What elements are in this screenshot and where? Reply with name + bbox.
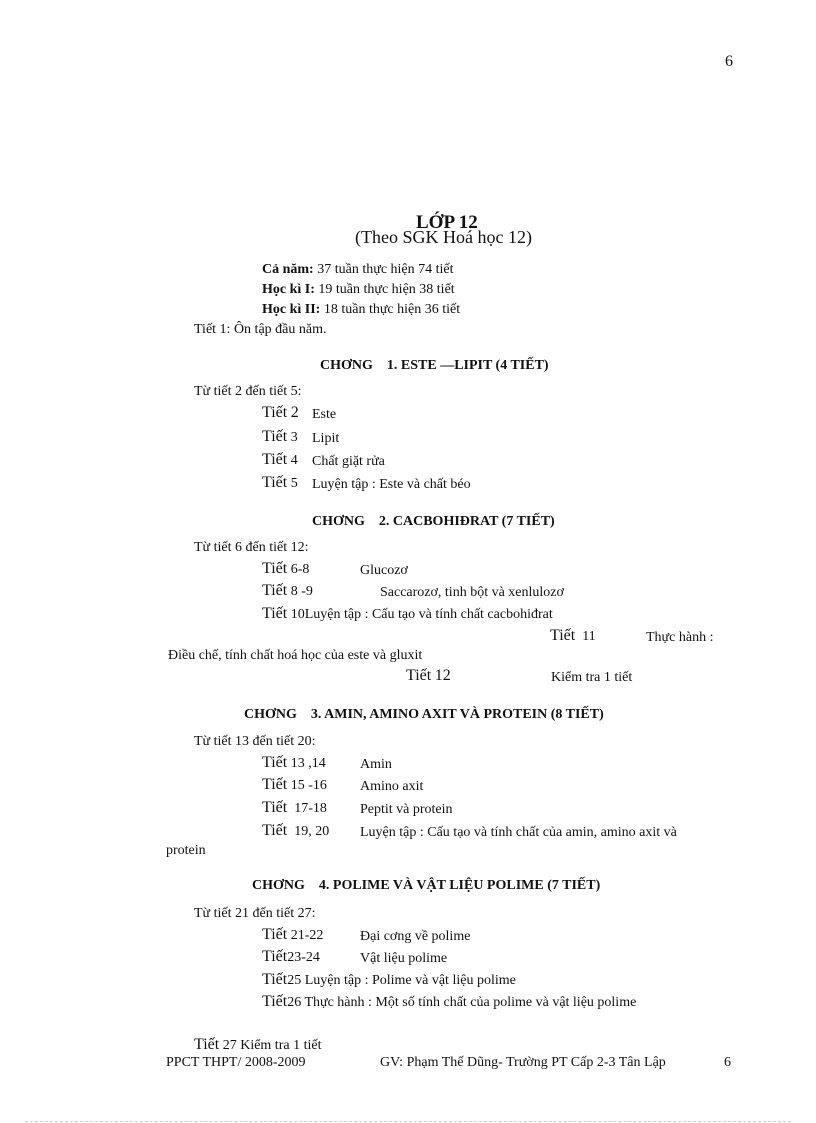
lesson-word: Tiết — [262, 926, 288, 943]
lesson-word: Tiết — [262, 993, 288, 1010]
lesson-row — [262, 971, 516, 989]
lesson-number: 3 — [290, 430, 298, 445]
page-number: 6 — [725, 53, 733, 70]
lesson-word: Tiết — [262, 605, 288, 622]
lesson-number: 8 -9 — [290, 584, 313, 599]
lesson-title: Luyện tập : Cấu tạo và tính chất cacbohiđrat — [304, 607, 553, 622]
lesson-row — [262, 948, 320, 966]
lesson-word: Tiết — [262, 428, 288, 445]
lesson-row — [262, 822, 329, 840]
lesson-number: 27 — [222, 1038, 237, 1053]
lesson-word: Tiết — [262, 948, 288, 965]
chapter-1-heading — [320, 358, 549, 374]
lesson-word: Tiết — [262, 582, 288, 599]
summary-text: 19 tuần thực hiện 38 tiết — [318, 282, 455, 297]
lesson-title: Amino axit — [360, 779, 424, 794]
lesson-number: 12 — [434, 667, 451, 684]
lesson-title: Peptit và protein — [360, 802, 453, 817]
chapter-prefix: CHƠNG — [320, 358, 373, 373]
lesson-title: Este — [312, 407, 337, 422]
lesson-title: Luyện tập : Este và chất béo — [312, 477, 471, 492]
lesson-row — [262, 926, 323, 944]
lesson-title: Luyện tập : Cấu tạo và tính chất của amin, amino axit và — [360, 825, 677, 840]
lesson-word: Tiết — [262, 971, 288, 988]
summary-text: 37 tuần thực hiện 74 tiết — [317, 262, 454, 277]
page-title: LỚP 12 — [416, 212, 478, 233]
chapter-title: 2. CACBOHIĐRAT (7 TIẾT) — [378, 514, 555, 529]
lesson-number: 19, 20 — [294, 824, 330, 839]
lesson-title: Saccarozơ, tinh bột và xenlulozơ — [380, 585, 564, 600]
chapter-4-heading — [252, 878, 600, 894]
chapter-2-heading — [312, 514, 555, 530]
lesson-word: Tiết — [262, 474, 288, 491]
lesson-word: Tiết — [262, 822, 288, 839]
lesson-word: Tiết — [406, 667, 432, 684]
chapter-3-range: Từ tiết 13 đến tiết 20: — [194, 734, 316, 749]
lesson-number: 4 — [290, 453, 298, 468]
lesson-title: Thực hành : Một số tính chất của polime và vật liệu polime — [304, 995, 637, 1010]
summary-year — [262, 262, 454, 278]
lesson-row — [194, 1036, 321, 1054]
lesson-title: Luyện tập : Polime và vật liệu polime — [304, 973, 516, 988]
lesson-number: 17-18 — [294, 801, 327, 816]
chapter-1-range: Từ tiết 2 đến tiết 5: — [194, 384, 302, 399]
lesson-word: Tiết — [262, 799, 288, 816]
lesson-title: Đại cơng về polime — [360, 929, 471, 944]
summary-text: 18 tuần thực hiện 36 tiết — [323, 302, 461, 317]
lesson-title: Chất giặt rửa — [312, 454, 385, 469]
summary-label: Học kì II: — [262, 302, 321, 317]
footer-right: GV: Phạm Thế Dũng- Trường PT Cấp 2-3 Tân Lập — [380, 1055, 666, 1070]
lesson-row — [262, 993, 636, 1011]
chapter-prefix: CHƠNG — [312, 514, 365, 529]
lesson-number: 26 — [287, 995, 302, 1010]
lesson-row — [262, 799, 327, 817]
lesson-row — [262, 776, 327, 794]
footer-left: PPCT THPT/ 2008-2009 — [166, 1055, 306, 1070]
lesson-title: Kiểm tra 1 tiết — [240, 1038, 322, 1053]
page-bottom-divider — [25, 1121, 791, 1122]
intro-line: Tiết 1: Ôn tập đầu năm. — [194, 322, 327, 337]
lesson-row — [262, 404, 299, 422]
chapter-3-heading — [244, 707, 604, 723]
lesson-word: Tiết — [194, 1036, 220, 1053]
chapter-2-range: Từ tiết 6 đến tiết 12: — [194, 540, 309, 555]
lesson-number: 15 -16 — [290, 778, 327, 793]
chapter-prefix: CHƠNG — [252, 878, 305, 893]
summary-label: Học kì I: — [262, 282, 315, 297]
lesson-word: Tiết — [262, 754, 288, 771]
lesson-row — [262, 754, 326, 772]
lesson-number: 23-24 — [287, 950, 320, 965]
lesson-title: Thực hành : — [646, 630, 714, 645]
lesson-title: Vật liệu polime — [360, 951, 448, 966]
lesson-word: Tiết — [262, 451, 288, 468]
lesson-continuation: protein — [166, 843, 206, 858]
lesson-word: Tiết — [550, 627, 576, 644]
lesson-row — [262, 582, 313, 600]
lesson-row — [262, 560, 309, 578]
lesson-number: 21-22 — [290, 928, 324, 943]
lesson-row — [262, 451, 298, 469]
lesson-title: Kiểm tra 1 tiết — [551, 670, 633, 685]
lesson-word: Tiết — [262, 404, 288, 421]
lesson-number: 2 — [290, 404, 299, 421]
chapter-prefix: CHƠNG — [244, 707, 297, 722]
lesson-row — [262, 605, 553, 623]
chapter-4-range: Từ tiết 21 đến tiết 27: — [194, 906, 316, 921]
lesson-row — [262, 474, 298, 492]
lesson-row — [406, 667, 451, 685]
summary-semester-2 — [262, 302, 460, 318]
summary-label: Cả năm: — [262, 262, 314, 277]
lesson-number: 25 — [287, 973, 302, 988]
chapter-title: 3. AMIN, AMINO AXIT VÀ PROTEIN (8 TIẾT) — [310, 707, 604, 722]
page-subtitle: (Theo SGK Hoá học 12) — [355, 227, 532, 247]
lesson-number: 10 — [290, 607, 305, 622]
lesson-title: Lipit — [312, 431, 340, 446]
summary-semester-1 — [262, 282, 455, 298]
chapter-title: 4. POLIME VÀ VẬT LIỆU POLIME (7 TIẾT) — [318, 878, 601, 893]
lesson-continuation: Điều chế, tính chất hoá học của este và gluxit — [168, 648, 423, 663]
footer-page-number: 6 — [724, 1055, 731, 1070]
chapter-title: 1. ESTE —LIPIT (4 TIẾT) — [386, 358, 549, 373]
lesson-word: Tiết — [262, 560, 288, 577]
lesson-row — [550, 627, 596, 645]
lesson-row — [262, 428, 298, 446]
lesson-number: 11 — [582, 629, 596, 644]
lesson-number: 13 ,14 — [290, 756, 326, 771]
lesson-number: 6-8 — [290, 562, 310, 577]
lesson-number: 5 — [290, 476, 298, 491]
lesson-title: Glucozơ — [360, 563, 408, 578]
lesson-word: Tiết — [262, 776, 288, 793]
lesson-title: Amin — [360, 757, 392, 772]
